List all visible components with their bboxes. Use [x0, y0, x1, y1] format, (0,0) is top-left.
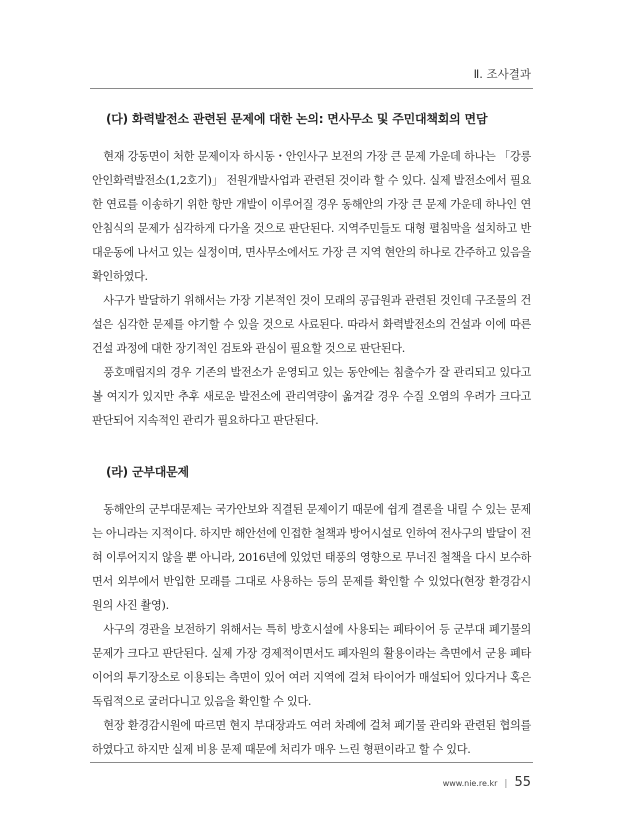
page-footer [443, 775, 531, 790]
footer-website: www.nie.re.kr [442, 779, 498, 788]
paragraph: 동해안의 군부대문제는 국가안보와 직결된 문제이기 때문에 쉽게 결론을 내릴 수 있는 문제는 아니라는 지적이다. 하지만 해안선에 인접한 철책과 방어시설로 인하여 전사구의 발달이 전혀 이루어지지 않을 뿐 아니라, 2016년에 있었던 태풍의 영향으로 무너진 철책을 다시 보수하면서 외부에서 반입한 모래를 그대로 사용하는 등의 문제를 확인할 수 있었다(현장 환경감시원의 사진 촬영). [92, 503, 531, 612]
page-number: 55 [514, 775, 531, 790]
footer-divider [90, 762, 533, 763]
paragraph: 현재 강동면이 처한 문제이자 하시동・안인사구 보전의 가장 큰 문제 가운데 하나는 「강릉 안인화력발전소(1,2호기)」 전원개발사업과 관련된 것이라 할 수 있다. 실제 발전소에서 필요한 연료를 이송하기 위한 항만 개발이 이루어질 경우 동해안의 가장 큰 문제 가운데 하나인 연안침식의 문제가 심각하게 다가올 것으로 판단된다. 지역주민들도 대형 펼침막을 설치하고 반대운동에 나서고 있는 실정이며, 면사무소에서도 가장 큰 지역 현안의 하나로 간주하고 있음을 확인하였다. [92, 150, 531, 283]
running-header: Ⅱ. 조사결과 [473, 67, 531, 81]
paragraph: 사구가 발달하기 위해서는 가장 기본적인 것이 모래의 공급원과 관련된 것인데 구조물의 건설은 심각한 문제를 야기할 수 있을 것으로 사료된다. 따라서 화력발전소의 건설과 이에 따른 건설 과정에 대한 장기적인 검토와 관심이 필요할 것으로 판단된다. [92, 294, 531, 355]
header-divider [90, 88, 533, 89]
paragraph: 풍호매립지의 경우 기존의 발전소가 운영되고 있는 동안에는 침출수가 잘 관리되고 있다고 볼 여지가 있지만 추후 새로운 발전소에 관리역량이 옮겨갈 경우 수질 오염의 우려가 크다고 판단되어 지속적인 관리가 필요하다고 판단된다. [92, 366, 531, 427]
paragraph: 현장 환경감시원에 따르면 현지 부대장과도 여러 차례에 걸쳐 폐기물 관리와 관련된 협의를 하였다고 하지만 실제 비용 문제 때문에 처리가 매우 느린 형편이라고 할 수 있다. [92, 719, 531, 756]
section-title-power-plant: (다) 화력발전소 관련된 문제에 대한 논의: 면사무소 및 주민대책회의 면담 [106, 112, 488, 126]
section-title-military: (라) 군부대문제 [106, 465, 189, 479]
footer-separator: | [504, 779, 508, 789]
main-content [92, 110, 531, 762]
paragraph: 사구의 경관을 보전하기 위해서는 특히 방호시설에 사용되는 폐타이어 등 군부대 폐기물의 문제가 크다고 판단된다. 실제 가장 경제적이면서도 폐자원의 활용이라는 측면에서 군용 폐타이어의 투기장소로 이용되는 측면이 있어 여러 지역에 걸쳐 타이어가 매설되어 있다거나 혹은 독립적으로 굴러다니고 있음을 확인할 수 있다. [92, 623, 531, 708]
